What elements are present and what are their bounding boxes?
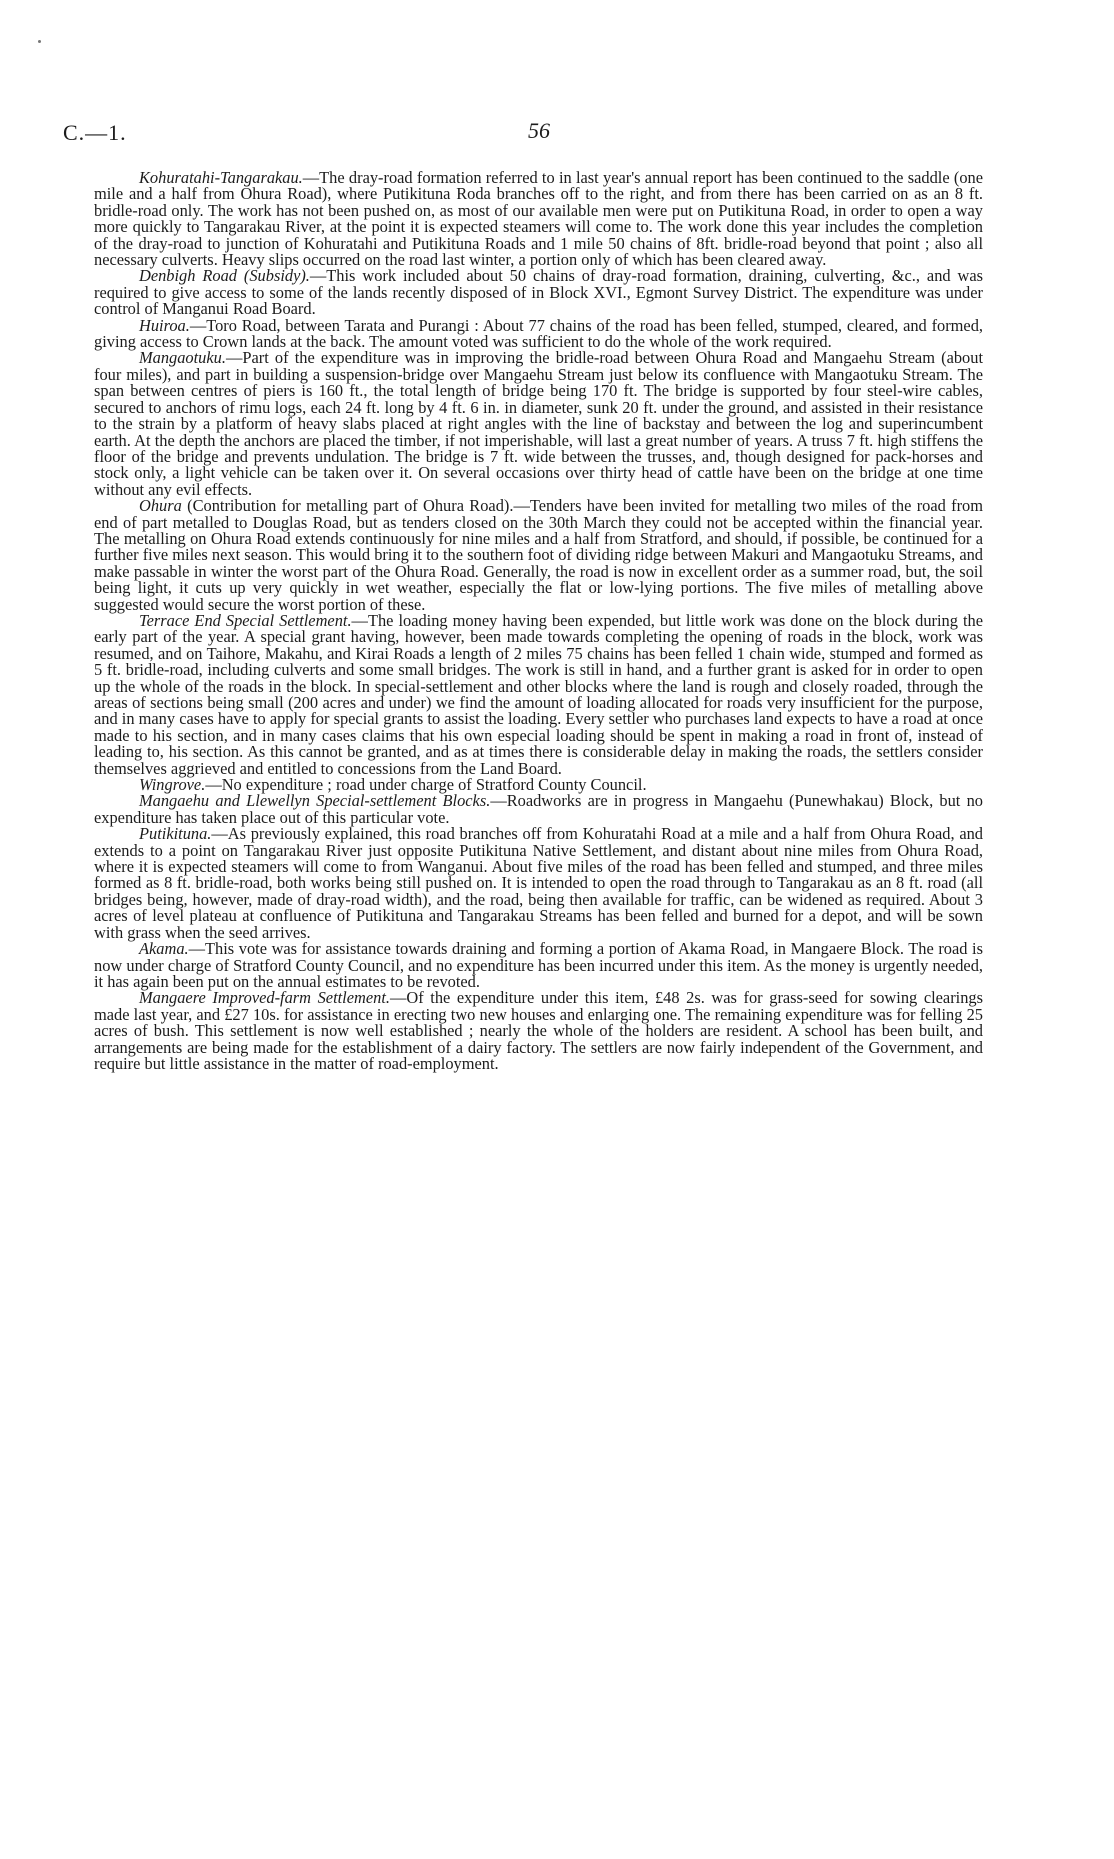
report-body	[94, 170, 983, 1072]
paragraph-text: —As previously explained, this road branches off from Kohuratahi Road at a mile and a half from Ohura Road, and extends to a point on Tangarakau River just opposite Putikituna Native Settlement, and distant about nine miles from Ohura Road, where it is expected steamers will come to from Wanganui. About five miles of the road has been felled and stumped, and three miles formed as 8 ft. bridle-road, both works being still pushed on. It is intended to open the road through to Tangarakau as an 8 ft. road (all bridges being, however, made of dray-road width), and the road, being then available for traffic, can be widened as required. About 3 acres of level plateau at confluence of Putikituna and Tangarakau Streams has been felled and burned for a depot, and will be sown with grass when the seed arrives.	[94, 824, 983, 942]
paragraph-heading: Mangaehu and Llewellyn Special-settlement Blocks.	[139, 791, 491, 811]
paragraph-heading: Mangaere Improved-farm Settlement.	[139, 988, 390, 1008]
paragraph-text: (Contribution for metalling part of Ohura Road).—Tenders have been invited for metalling two miles of the road from end of part metalled to Douglas Road, but as tenders closed on the 30th March they could not be accepted within the financial year. The metalling on Ohura Road extends continuously for nine miles and a half from Stratford, and should, if possible, be continued for a further five miles next season. This would bring it to the southern foot of dividing ridge between Makuri and Mangaotuku Streams, and make passable in winter the worst part of the Ohura Road. Generally, the road is now in excellent order as a summer road, but, the soil being light, it cuts up very quickly in wet weather, especially the flat or low-lying portions. The five miles of metalling above suggested would secure the worst portion of these.	[94, 496, 983, 614]
paragraph-ohura	[94, 498, 983, 613]
paragraph-text: —Toro Road, between Tarata and Purangi : About 77 chains of the road has been felled, stumped, cleared, and formed, giving access to Crown lands at the back. The amount voted was sufficient to do the whole of the work required.	[94, 315, 983, 352]
paragraph-text: —Of the expenditure under this item, £48 2s. was for grass-seed for sowing clearings made last year, and £27 10s. for assistance in erecting two new houses and enlarging one. The remaining expenditure was for felling 25 acres of bush. This settlement is now well established ; nearly the whole of the holders are resident. A school has been built, and arrangements are being made for the establishment of a dairy factory. The settlers are now fairly independent of the Government, and require but little assistance in the matter of road-employment.	[94, 988, 983, 1073]
paragraph-mangaehu-llewellyn	[94, 793, 983, 826]
paragraph-heading: Kohuratahi-Tangarakau.	[139, 168, 303, 187]
paragraph-text: —This work included about 50 chains of dray-road formation, draining, culverting, &c., and was required to give access to some of the lands recently disposed of in Block XVI., Egmont Survey District. The expenditure was under control of Manganui Road Board.	[94, 266, 983, 319]
paragraph-heading: Wingrove.	[139, 775, 206, 795]
paragraph-putikituna	[94, 826, 983, 941]
paragraph-text: —Part of the expenditure was in improving the bridle-road between Ohura Road and Mangaehu Stream (about four miles), and part in building a suspension-bridge over Mangaehu Stream just below its confluence with Mangaotuku Stream. The span between centres of piers is 160 ft., the total length of bridge being 170 ft. The bridge is supported by four steel-wire cables, secured to anchors of rimu logs, each 24 ft. long by 4 ft. 6 in. in diameter, sunk 20 ft. under the ground, and assisted in their resistance to the strain by a platform of heavy slabs placed at right angles with the line of backstay and between the log and superincumbent earth. At the depth the anchors are placed the timber, if not imperishable, will last a great number of years. A truss 7 ft. high stiffens the floor of the bridge and prevents undulation. The bridge is 7 ft. wide between the trusses, and, though designed for pack-horses and stock only, a light vehicle can be taken over it. On several occasions over thirty head of cattle have been on the bridge at one time without any evil effects.	[94, 348, 983, 499]
paragraph-heading: Akama.	[139, 939, 189, 959]
paragraph-mangaere	[94, 990, 983, 1072]
paragraph-akama	[94, 941, 983, 990]
paragraph-mangaotuku	[94, 350, 983, 498]
paragraph-text: —The dray-road formation referred to in last year's annual report has been continued to the saddle (one mile and a half from Ohura Road), where Putikituna Roda branches off to the right, and from there has been carried on as an 8 ft. bridle-road only. The work has not been pushed on, as most of our available men were put on Putikituna Road, in order to open a way more quickly to Tangarakau River, at the point it is expected steamers will come to. The work done this year includes the completion of the dray-road to junction of Kohuratahi and Putikituna Roads and 1 mile 50 chains of 8ft. bridle-road beyond that point ; also all necessary culverts. Heavy slips occurred on the road last winter, a portion only of which has been cleared away.	[94, 168, 983, 270]
paragraph-heading: Denbigh Road (Subsidy).	[139, 266, 310, 286]
paragraph-heading: Terrace End Special Settlement.	[139, 610, 352, 630]
paragraph-terrace-end	[94, 610, 983, 778]
paragraph-text: —This vote was for assistance towards draining and forming a portion of Akama Road, in Mangaere Block. The road is now under charge of Stratford County Council, and no expenditure has been incurred under this item. As the money is urgently needed, it has again been put on the annual estimates to be revoted.	[94, 939, 983, 991]
page-reference: C.—1.	[63, 120, 127, 145]
paragraph-heading: Ohura	[139, 496, 182, 516]
page-number: 56	[528, 118, 550, 143]
paragraph-text: —Roadworks are in progress in Mangaehu (Punewhakau) Block, but no expenditure has taken place out of this particular vote.	[94, 791, 983, 827]
paragraph-text: —The loading money having been expended, but little work was done on the block during the early part of the year. A special grant having, however, been made towards completing the opening of roads in the block, work was resumed, and on Taihore, Makahu, and Kirai Roads a length of 2 miles 75 chains has been felled 1 chain wide, stumped and formed as 5 ft. bridle-road, including culverts and some small bridges. The work is still in hand, and a further grant is asked for in order to open up the whole of the roads in the block. In special-settlement and other blocks where the land is rough and closely roaded, through the areas of sections being small (200 acres and under) we find the amount of loading allocated for roads very insufficient for the purpose, and in many cases have to apply for special grants to assist the loading. Every settler who purchases land expects to have a road at once made to his section, and in many cases claims that his own especial loading should be spent in making a road in front of, instead of leading to, his section. As this cannot be granted, and as at times there is considerable delay in making the roads, the settlers consider themselves aggrieved and entitled to concessions from the Land Board.	[94, 610, 983, 778]
scan-speck	[38, 40, 41, 43]
paragraph-text: —No expenditure ; road under charge of Stratford County Council.	[205, 775, 647, 795]
paragraph-heading: Putikituna.	[139, 824, 212, 844]
paragraph-huiroa	[94, 315, 983, 352]
paragraph-heading: Huiroa.	[139, 315, 190, 335]
paragraph-denbigh-road	[94, 268, 983, 317]
paragraph-heading: Mangaotuku.	[139, 348, 226, 368]
paragraph-kohuratahi-tangarakau	[94, 170, 983, 268]
